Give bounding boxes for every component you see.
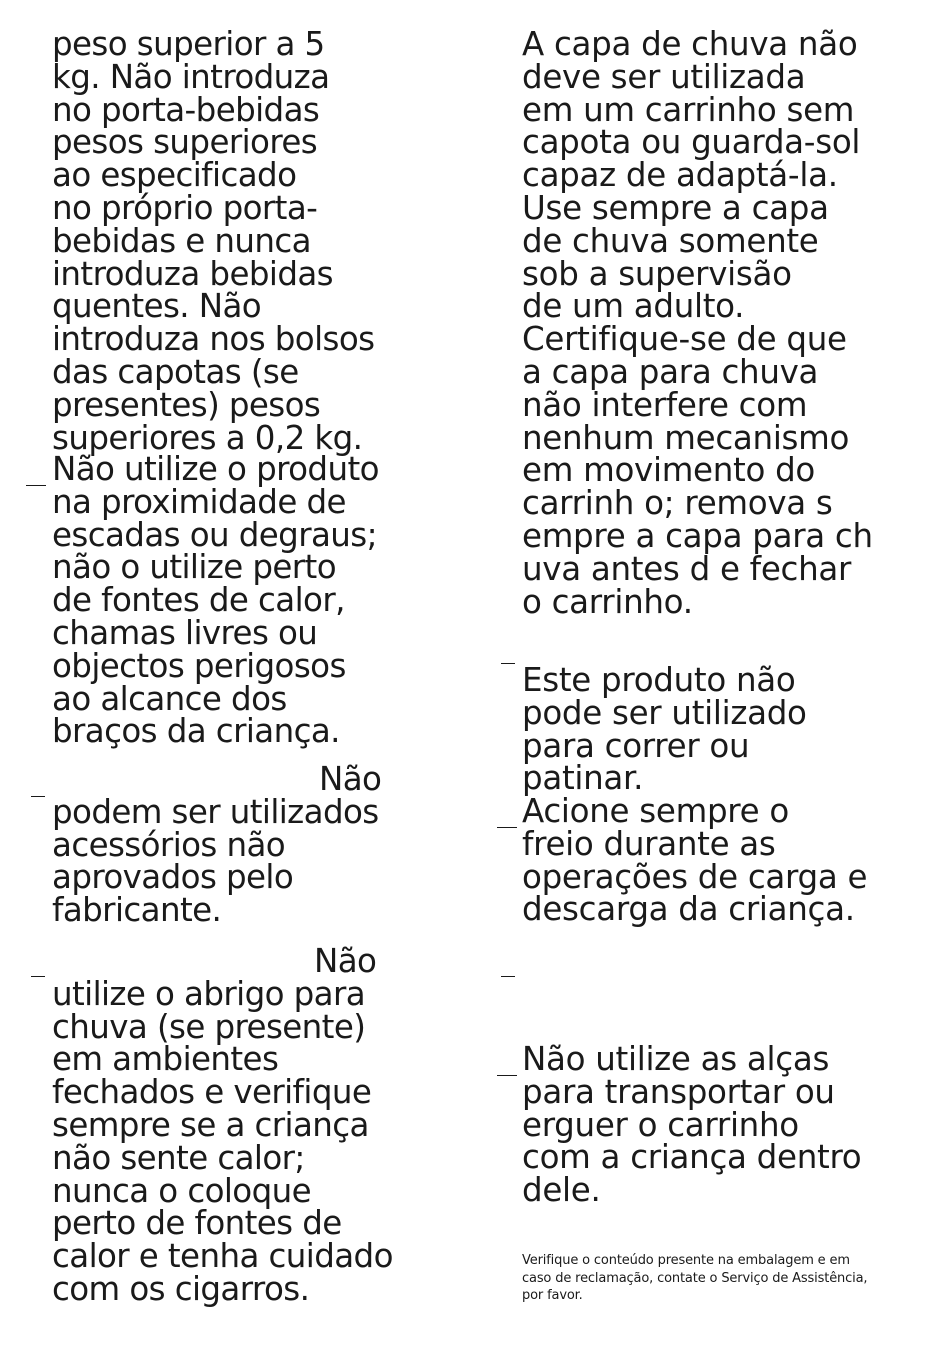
rain-cover-enclosed-warning: Não utilize o abrigo para chuva (se presente) em ambientes fechados e verifique sempre se a criança não sente calor; nunca o coloque perto de fontes de calor e tenha cuidado com os cigarros. <box>52 942 393 1308</box>
cup-holder-weight-warning: peso superior a 5 kg. Não introduza no porta-bebidas pesos superiores ao especificado no próprio porta- bebidas e nunca introduza bebidas quentes. Não introduza nos bolsos das capotas (se presentes) pesos superiores a 0,2 kg. <box>52 25 375 457</box>
packaging-footnote: Verifique o conteúdo presente na embalagem e em caso de reclamação, contate o Serviço de Assistência, por favor. <box>522 1253 868 1303</box>
accessories-warning: Não podem ser utilizados acessórios não aprovados pelo fabricante. <box>52 760 382 930</box>
bullet-dash <box>501 663 515 664</box>
bullet-dash <box>501 976 515 977</box>
brake-warning: Acione sempre o freio durante as operações de carga e descarga da criança. <box>522 792 868 929</box>
bullet-dash <box>26 485 46 486</box>
no-running-warning: Este produto não pode ser utilizado para correr ou patinar. <box>522 661 807 798</box>
bullet-dash <box>497 1075 517 1076</box>
handles-lifting-warning: Não utilize as alças para transportar ou erguer o carrinho com a criança dentro dele. <box>522 1040 862 1210</box>
rain-cover-usage-warning: A capa de chuva não deve ser utilizada em um carrinho sem capota ou guarda-sol capaz de adaptá-la. Use sempre a capa de chuva somente sob a supervisão de um adulto. Certifique-se de que a capa para chuva não interfere com nenhum mecanismo em movimento do carrinh o; remova s empre a capa para ch uva antes d e fechar o carrinho. <box>522 25 873 621</box>
stairs-heat-warning: Não utilize o produto na proximidade de escadas ou degraus; não o utilize perto de fontes de calor, chamas livres ou objectos perigosos ao alcance dos braços da criança. <box>52 450 379 751</box>
bullet-dash <box>497 827 517 828</box>
bullet-dash <box>31 796 45 797</box>
bullet-dash <box>31 976 45 977</box>
